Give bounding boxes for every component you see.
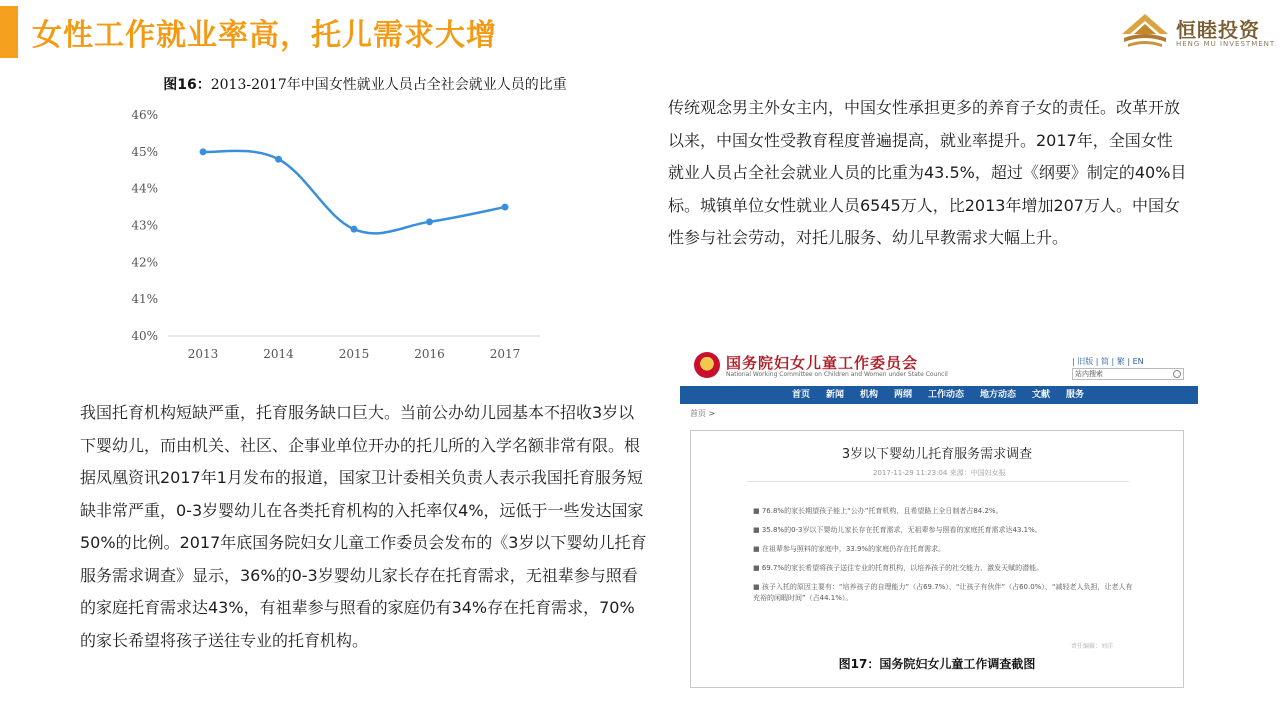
screenshot-article-meta: 2017-11-29 11:23:04 来源：中国妇女报 — [873, 469, 1006, 477]
company-logo — [1120, 10, 1276, 52]
data-point — [351, 226, 358, 233]
screenshot-nav-item: 服务 — [1066, 390, 1085, 400]
screenshot-bullet: ■ 在祖辈参与照料的家庭中，33.9%的家庭仍存在托育需求。 — [753, 544, 1133, 555]
screenshot-article-title: 3岁以下婴幼儿托育服务需求调查 — [841, 447, 1033, 462]
y-tick-label: 46% — [131, 108, 158, 122]
y-tick-label: 40% — [131, 329, 158, 343]
screenshot-breadcrumb: 首页 > — [690, 409, 716, 418]
x-tick-label: 2016 — [414, 347, 445, 361]
data-point — [502, 204, 509, 211]
data-point — [200, 148, 207, 155]
screenshot-site-english: National Working Committee on Children and Women under State Council — [726, 371, 948, 378]
x-tick-label: 2015 — [338, 347, 370, 361]
search-icon — [1173, 370, 1181, 378]
female-employment-paragraph: 传统观念男主外女主内，中国女性承担更多的养育子女的责任。改革开放以来，中国女性受教育程度普遍提高，就业率提升。2017年，全国女性就业人员占全社会就业人员的比重为43.5%，超过《纲要》制定的40%目标。城镇单位女性就业人员6545万人，比2013年增加207万人。中国女性参与社会劳动，对托儿服务、幼儿早教需求大幅上升。 — [668, 98, 1187, 247]
screenshot-nav-item: 两纲 — [894, 390, 913, 400]
chart-figure-label: 图16： — [163, 77, 211, 93]
data-point — [426, 218, 433, 225]
screenshot-nav-item: 新闻 — [826, 390, 845, 400]
logo-name: 恒睦投资 — [1176, 18, 1260, 42]
chart-title-text: 2013-2017年中国女性就业人员占全社会就业人员的比重 — [210, 77, 567, 93]
screenshot-nav-item: 工作动态 — [928, 390, 965, 400]
screenshot-divider — [747, 481, 1129, 482]
x-tick-label: 2013 — [187, 347, 219, 361]
y-tick-label: 44% — [131, 181, 158, 196]
logo-mark-icon — [1120, 12, 1170, 50]
screenshot-search-box — [1072, 368, 1184, 380]
screenshot-bullet: ■ 69.7%的家长希望将孩子送往专业的托育机构，以培养孩子的社交能力、激发天赋的潜能。 — [753, 563, 1133, 574]
slide-title: 女性工作就业率高，托儿需求大增 — [32, 18, 497, 53]
screenshot-bullet: ■ 35.8%的0-3岁以下婴幼儿家长存在托育需求，无祖辈参与照看的家庭托育需求达43.1%。 — [753, 525, 1133, 536]
screenshot-header — [680, 346, 1198, 384]
screenshot-nav-item: 机构 — [860, 390, 879, 400]
committee-website-screenshot — [680, 346, 1198, 691]
employment-line-chart — [120, 100, 560, 370]
chart-title — [130, 76, 600, 95]
logo-subtitle: HENG MU INVESTMENT — [1176, 40, 1276, 48]
screenshot-bullet: ■ 孩子入托的原因主要有：“培养孩子的自理能力”（占69.7%）、“让孩子有伙伴”（占60.0%）、“减轻老人负担，让老人有充裕的闲暇时间”（占44.1%）。 — [753, 582, 1133, 604]
screenshot-nav-bar — [680, 386, 1198, 404]
screenshot-bullet: ■ 76.8%的家长期望孩子能上“公办”托育机构，且希望路上全日制者占84.2%。 — [753, 506, 1133, 517]
y-tick-label: 43% — [131, 218, 158, 233]
data-point — [275, 156, 282, 163]
screenshot-top-links: | 旧版 | 简 | 繁 | EN — [1072, 357, 1144, 366]
y-tick-label: 45% — [131, 144, 158, 159]
x-tick-label: 2014 — [263, 347, 294, 361]
y-tick-label: 42% — [131, 255, 158, 270]
series-line — [203, 151, 505, 234]
screenshot-search-placeholder: 站内搜索 — [1075, 370, 1103, 378]
figure-caption: 图17：国务院妇女儿童工作调查截图 — [838, 657, 1036, 671]
y-tick-label: 41% — [131, 292, 158, 307]
x-tick-label: 2017 — [489, 347, 521, 361]
screenshot-nav-item: 文献 — [1032, 390, 1051, 400]
screenshot-nav-item: 首页 — [792, 390, 811, 400]
screenshot-site-title: 国务院妇女儿童工作委员会 — [726, 354, 919, 372]
title-accent-bar — [0, 6, 18, 58]
screenshot-editor-note: 责任编辑：刘洋 — [1071, 643, 1114, 650]
childcare-shortage-paragraph: 我国托育机构短缺严重，托育服务缺口巨大。当前公办幼儿园基本不招收3岁以下婴幼儿，而由机关、社区、企事业单位开办的托儿所的入学名额非常有限。根据凤凰资讯2017年1月发布的报道，国家卫计委相关负责人表示我国托育服务短缺非常严重，0-3岁婴幼儿在各类托育机构的入托率仅4%，远低于一些发达国家50%的比例。2017年底国务院妇女儿童工作委员会发布的《3岁以下婴幼儿托育服务需求调查》显示，36%的0-3岁婴幼儿家长存在托育需求，无祖辈参与照看的家庭托育需求达43%，有祖辈参与照看的家庭仍有34%存在托育需求，70%的家长希望将孩子送往专业的托育机构。 — [80, 403, 647, 650]
national-emblem-icon — [694, 352, 720, 378]
screenshot-nav-item: 地方动态 — [980, 390, 1017, 400]
screenshot-article-card — [690, 430, 1184, 688]
